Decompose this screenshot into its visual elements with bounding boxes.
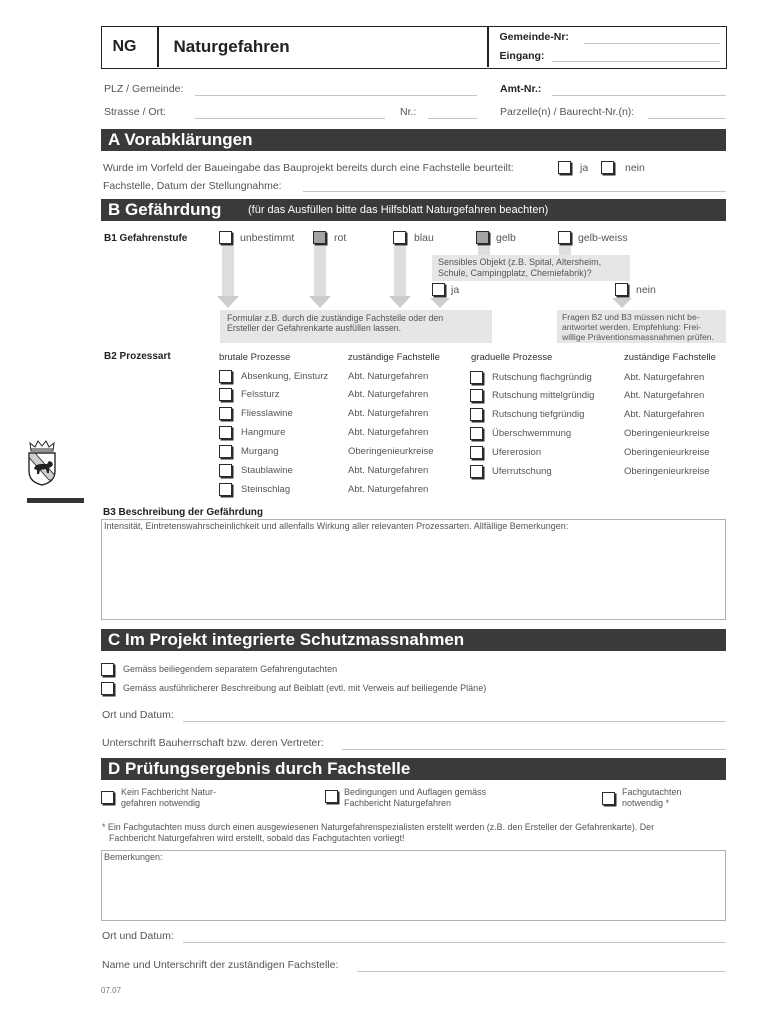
d-option-label: notwendig * bbox=[622, 797, 670, 808]
section-b-subtitle: (für das Ausfüllen bitte das Hilfsblatt Naturgefahren beachten) bbox=[248, 204, 549, 216]
amt-nr-field[interactable] bbox=[552, 95, 726, 96]
strasse-ort-label: Strasse / Ort: bbox=[104, 106, 166, 118]
gefahrenstufe-blau-label: blau bbox=[414, 232, 434, 244]
c-place-date-field[interactable] bbox=[183, 721, 726, 722]
gefahrenstufe-unbestimmt-label: unbestimmt bbox=[240, 232, 295, 244]
gefahrenstufe-rot-label: rot bbox=[334, 232, 347, 244]
sensitive-object-question: Schule, Campingplatz, Chemiefabrik)? bbox=[438, 268, 592, 278]
section-d-header bbox=[101, 758, 726, 780]
process-authority: Abt. Naturgefahren bbox=[624, 371, 705, 383]
process-checkbox[interactable] bbox=[470, 371, 483, 384]
amt-nr-label: Amt-Nr.: bbox=[500, 83, 542, 95]
plz-gemeinde-field[interactable] bbox=[195, 95, 477, 96]
gefahrenstufe-unbestimmt-checkbox[interactable] bbox=[219, 231, 232, 244]
process-label: Murgang bbox=[241, 445, 279, 457]
process-label: Steinschlag bbox=[241, 483, 291, 495]
process-authority: Abt. Naturgefahren bbox=[348, 426, 429, 438]
gefahrenstufe-gelb-weiss-label: gelb-weiss bbox=[578, 232, 628, 244]
vorabklaerung-nein-checkbox[interactable] bbox=[601, 161, 614, 174]
eingang-label: Eingang: bbox=[499, 49, 545, 62]
d-option-label: gefahren notwendig bbox=[121, 797, 201, 808]
process-label: Staublawine bbox=[241, 464, 293, 476]
d-option-label: Kein Fachbericht Natur- bbox=[121, 786, 217, 797]
schutzmassnahme-beiblatt-checkbox[interactable] bbox=[101, 682, 114, 695]
process-checkbox[interactable] bbox=[219, 407, 232, 420]
bedingungen-auflagen-checkbox[interactable] bbox=[325, 790, 338, 803]
note-no-questions-text: willige Präventionsmassnahmen prüfen. bbox=[562, 332, 714, 342]
gefahrenstufe-gelb-checkbox[interactable] bbox=[476, 231, 489, 244]
process-label: Rutschung mittelgründig bbox=[492, 390, 595, 401]
coat-of-arms-icon bbox=[27, 438, 57, 486]
process-label: Ufererosion bbox=[492, 446, 542, 458]
process-label: Uferrutschung bbox=[492, 465, 552, 477]
process-checkbox[interactable] bbox=[219, 370, 232, 383]
sensitive-object-question: Sensibles Objekt (z.B. Spital, Altersheim, bbox=[438, 257, 602, 267]
process-checkbox[interactable] bbox=[219, 426, 232, 439]
process-authority: Oberingenieurkreise bbox=[348, 445, 434, 457]
gemeinde-nr-field[interactable] bbox=[584, 43, 720, 44]
d-place-date-field[interactable] bbox=[183, 942, 726, 943]
remarks-field[interactable] bbox=[101, 850, 726, 921]
parzelle-field[interactable] bbox=[648, 118, 726, 119]
sensitive-object-nein-label: nein bbox=[636, 284, 656, 296]
process-label: Rutschung flachgründig bbox=[492, 371, 592, 383]
fachstelle-field[interactable] bbox=[303, 191, 726, 192]
strasse-ort-field[interactable] bbox=[195, 118, 385, 119]
gefahrenstufe-gelb-weiss-checkbox[interactable] bbox=[558, 231, 571, 244]
process-authority: Abt. Naturgefahren bbox=[624, 408, 705, 420]
gradual-header: graduelle Prozesse bbox=[471, 352, 553, 363]
process-authority: Abt. Naturgefahren bbox=[348, 483, 429, 495]
form-header bbox=[101, 26, 727, 69]
schutzmassnahme-option-label: Gemäss beiliegendem separatem Gefahrengutachten bbox=[123, 663, 338, 674]
process-label: Hangmure bbox=[241, 426, 286, 438]
process-checkbox[interactable] bbox=[219, 445, 232, 458]
gefahrenstufe-gelb-label: gelb bbox=[496, 232, 516, 244]
authority-header: zuständige Fachstelle bbox=[348, 352, 440, 363]
section-d-title: D Prüfungsergebnis durch Fachstelle bbox=[108, 759, 411, 778]
process-checkbox[interactable] bbox=[219, 483, 232, 496]
process-authority: Abt. Naturgefahren bbox=[348, 464, 429, 476]
kein-fachbericht-checkbox[interactable] bbox=[101, 791, 114, 804]
process-label: Überschwemmung bbox=[492, 427, 572, 439]
process-authority: Oberingenieurkreise bbox=[624, 446, 710, 458]
process-checkbox[interactable] bbox=[470, 446, 483, 459]
authority-header: zuständige Fachstelle bbox=[624, 352, 716, 363]
fachgutachten-notwendig-checkbox[interactable] bbox=[602, 792, 615, 805]
c-place-date-label: Ort und Datum: bbox=[102, 709, 174, 721]
process-authority: Abt. Naturgefahren bbox=[348, 370, 429, 382]
d-option-label: Fachgutachten bbox=[622, 786, 682, 797]
d-signature-field[interactable] bbox=[357, 971, 726, 972]
section-a-header bbox=[101, 129, 726, 151]
fachstelle-label: Fachstelle, Datum der Stellungnahme: bbox=[103, 180, 282, 192]
vorabklaerung-ja-label: ja bbox=[580, 162, 589, 174]
c-signature-label: Unterschrift Bauherrschaft bzw. deren Vertreter: bbox=[102, 737, 324, 749]
process-checkbox[interactable] bbox=[470, 465, 483, 478]
section-c-header bbox=[101, 629, 726, 651]
process-checkbox[interactable] bbox=[470, 408, 483, 421]
vorabklaerung-ja-checkbox[interactable] bbox=[558, 161, 571, 174]
process-checkbox[interactable] bbox=[470, 427, 483, 440]
vorabklaerung-question: Wurde im Vorfeld der Baueingabe das Bauprojekt bereits durch eine Fachstelle beurteilt: bbox=[103, 162, 514, 174]
b3-description-field[interactable] bbox=[101, 519, 726, 620]
schutzmassnahme-gutachten-checkbox[interactable] bbox=[101, 663, 114, 676]
form-version: 07.07 bbox=[101, 986, 122, 995]
c-signature-field[interactable] bbox=[342, 749, 726, 750]
process-authority: Abt. Naturgefahren bbox=[348, 389, 429, 400]
gefahrenstufe-blau-checkbox[interactable] bbox=[393, 231, 406, 244]
b2-label: B2 Prozessart bbox=[104, 351, 171, 362]
footnote: Fachbericht Naturgefahren wird erstellt, sobald das Fachgutachten vorliegt! bbox=[109, 832, 405, 843]
process-checkbox[interactable] bbox=[219, 388, 232, 401]
b3-label: B3 Beschreibung der Gefährdung bbox=[103, 507, 264, 518]
sensitive-object-ja-checkbox[interactable] bbox=[432, 283, 445, 296]
section-b-header bbox=[101, 199, 726, 221]
plz-gemeinde-label: PLZ / Gemeinde: bbox=[104, 83, 184, 95]
gemeinde-nr-label: Gemeinde-Nr: bbox=[499, 30, 569, 43]
process-label: Rutschung tiefgründig bbox=[492, 408, 585, 420]
process-authority: Abt. Naturgefahren bbox=[348, 407, 429, 419]
vorabklaerung-nein-label: nein bbox=[625, 162, 645, 174]
section-b-title: B Gefährdung bbox=[108, 200, 222, 219]
note-no-questions-text: antwortet werden. Empfehlung: Frei- bbox=[562, 322, 701, 332]
process-authority: Oberingenieurkreise bbox=[624, 465, 710, 477]
gefahrenstufe-rot-checkbox[interactable] bbox=[313, 231, 326, 244]
brutal-header: brutale Prozesse bbox=[219, 352, 291, 363]
process-label: Fliesslawine bbox=[241, 407, 293, 419]
nr-field[interactable] bbox=[428, 118, 477, 119]
note-form-text: Formular z.B. durch die zuständige Fachstelle oder den bbox=[227, 313, 444, 323]
nr-label: Nr.: bbox=[400, 106, 417, 118]
d-signature-label: Name und Unterschrift der zuständigen Fachstelle: bbox=[102, 959, 339, 971]
process-checkbox[interactable] bbox=[470, 389, 483, 402]
process-label: Felssturz bbox=[241, 389, 280, 400]
process-authority: Oberingenieurkreise bbox=[624, 427, 710, 439]
sensitive-object-ja-label: ja bbox=[451, 284, 460, 296]
form-code: NG bbox=[112, 38, 137, 55]
header-divider bbox=[157, 27, 159, 67]
side-bar bbox=[27, 498, 84, 503]
process-authority: Abt. Naturgefahren bbox=[624, 390, 705, 401]
note-form-text: Ersteller der Gefahrenkarte ausfüllen lassen. bbox=[227, 323, 402, 333]
form-title: Naturgefahren bbox=[173, 37, 290, 56]
process-checkbox[interactable] bbox=[219, 464, 232, 477]
eingang-field[interactable] bbox=[552, 61, 720, 62]
note-no-questions-text: Fragen B2 und B3 müssen nicht be- bbox=[562, 312, 700, 322]
section-c-title: C Im Projekt integrierte Schutzmassnahmen bbox=[108, 630, 465, 649]
process-label: Absenkung, Einsturz bbox=[241, 370, 329, 382]
d-option-label: Fachbericht Naturgefahren bbox=[344, 797, 452, 808]
remarks-label: Bemerkungen: bbox=[104, 852, 163, 862]
sensitive-object-nein-checkbox[interactable] bbox=[615, 283, 628, 296]
schutzmassnahme-option-label: Gemäss ausführlicherer Beschreibung auf Beiblatt (evtl. mit Verweis auf beiliegende Pläne) bbox=[123, 682, 487, 693]
d-place-date-label: Ort und Datum: bbox=[102, 930, 174, 942]
footnote: * Ein Fachgutachten muss durch einen ausgewiesenen Naturgefahrenspezialisten erstellt werden (z.B. den Ersteller der Gefahrenkarte). Der bbox=[102, 821, 655, 832]
d-option-label: Bedingungen und Auflagen gemäss bbox=[344, 786, 487, 797]
b1-label: B1 Gefahrenstufe bbox=[104, 233, 188, 244]
parzelle-label: Parzelle(n) / Baurecht-Nr.(n): bbox=[500, 106, 635, 118]
b3-hint: Intensität, Eintretenswahrscheinlichkeit und allenfalls Wirkung aller relevanten Prozessarten. Allfällige Bemerkungen: bbox=[104, 520, 569, 531]
header-divider bbox=[487, 27, 489, 67]
section-a-title: A Vorabklärungen bbox=[108, 130, 253, 149]
